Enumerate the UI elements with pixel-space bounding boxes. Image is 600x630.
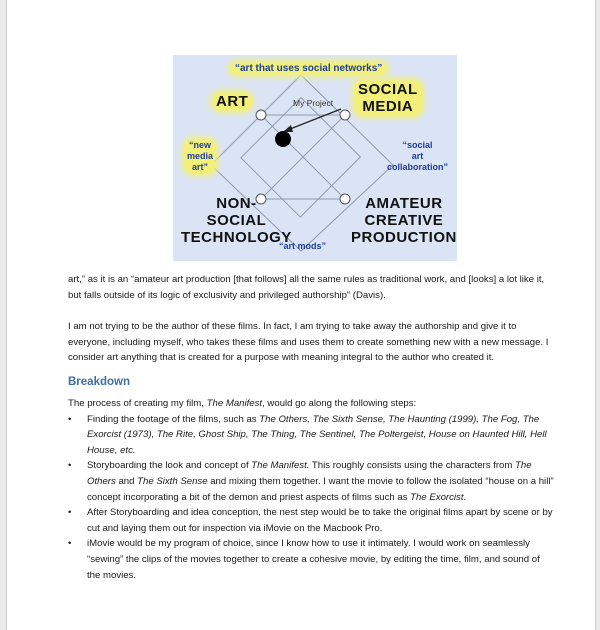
para1-line2: but falls outside of its logic of exclusivity and privileged authorship” (Davis).	[68, 289, 386, 301]
concept-diagram	[173, 55, 457, 261]
bullet: •	[68, 538, 72, 550]
item2-text-b: This roughly consists using the characters from	[309, 460, 516, 472]
label-non-social-line3: TECHNOLOGY	[181, 229, 292, 246]
item2-title-5: The Exorcist	[410, 491, 464, 503]
item4-line1: iMovie would be my program of choice, since I know how to use it intimately. I would work on seamlessly	[87, 538, 530, 550]
intro-film-title: The Manifest	[206, 398, 263, 409]
breakdown-intro	[68, 396, 563, 412]
item1-titles-1: The Others, The Sixth Sense, The Haunting (1999), The Fog, The	[259, 413, 540, 425]
label-social-media-line2: MEDIA	[362, 98, 414, 115]
paragraph-authorship	[68, 319, 563, 366]
node-social-media	[340, 110, 350, 120]
item2-text-d: and mixing them together. I want the movie to follow the isolated “house on a hill”	[207, 475, 554, 487]
label-social-art-collab-line3: collaboration”	[387, 162, 449, 172]
intro-text-a: The process of creating my film,	[68, 398, 207, 409]
label-non-social-line1: NON-	[216, 195, 257, 212]
item2-title-3: Others	[87, 475, 116, 487]
item4-line2: “sewing” the clips of the movies together to create a cohesive movie, by editing the time, film, and sound of	[87, 553, 540, 565]
label-social-art-collab-line1: “social	[402, 140, 433, 150]
label-new-media-art-line3: art”	[192, 162, 209, 172]
item4-line3: the movies.	[87, 569, 137, 581]
item1-text: Finding the footage of the films, such as	[87, 413, 260, 425]
arrow-head	[283, 125, 293, 132]
label-art-mods: “art mods”	[279, 241, 327, 251]
item3-line1: After Storyboarding and idea conception, the nest step would be to take the original films apart by scene or by	[87, 507, 553, 519]
label-new-media-art	[185, 140, 215, 173]
bullet: •	[68, 413, 72, 425]
breakdown-section	[68, 396, 563, 583]
item2-text-f: .	[463, 491, 467, 503]
label-social-media-line1: SOCIAL	[358, 81, 418, 98]
item2-text-e: concept incorporating a bit of the demon and priest aspects of films such as	[87, 491, 411, 503]
label-amateur-line2: CREATIVE	[364, 212, 444, 229]
list-item	[68, 412, 563, 459]
para1-line1: art,” as it is an “amateur art production [that follows] all the same rules as traditional work, and [looks] a lot like it,	[68, 274, 545, 285]
my-project-dot	[275, 131, 291, 147]
label-non-social-technology	[181, 195, 292, 246]
label-amateur-line3: PRODUCTION	[351, 229, 457, 246]
list-item	[68, 536, 563, 583]
label-new-media-art-line1: “new	[189, 140, 212, 150]
section-heading-breakdown: Breakdown	[68, 376, 130, 388]
para2-line3: consider art anything that is created for a purpose with meaning integral to the author who created it.	[68, 352, 495, 364]
node-art	[256, 110, 266, 120]
item2-title-1: The Manifest.	[251, 460, 310, 472]
item1-titles-3: House, etc.	[87, 444, 136, 456]
item3-line2: cut and laying them out for inspection via iMovie on the Macbook Pro.	[87, 522, 383, 534]
bullet: •	[68, 507, 72, 519]
item2-text-c: and	[115, 475, 138, 487]
label-social-art-collab-line2: art	[411, 151, 424, 161]
list-item	[68, 505, 563, 536]
label-amateur-creative-production	[351, 195, 457, 246]
label-art-social-networks: “art that uses social networks”	[231, 63, 386, 74]
label-non-social-line2: SOCIAL	[206, 212, 267, 229]
label-new-media-art-line2: media	[187, 151, 214, 161]
item2-text-a: Storyboarding the look and concept of	[87, 460, 252, 472]
steps-list	[68, 412, 563, 584]
para2-line1: I am not trying to be the author of these films. In fact, I am trying to take away the authorship and give it to	[68, 321, 517, 332]
bullet: •	[68, 460, 72, 472]
paragraph-davis-quote	[68, 272, 563, 303]
intro-text-b: , would go along the following steps:	[262, 398, 417, 409]
item2-title-2: The	[515, 460, 532, 472]
label-social-media	[355, 81, 421, 115]
item2-title-4: The Sixth Sense	[137, 475, 208, 487]
para2-line2: everyone, including myself, who takes these films and uses them to create something new with a new message. I	[68, 336, 549, 348]
label-amateur-line1: AMATEUR	[365, 195, 443, 212]
list-item	[68, 458, 563, 505]
node-amateur	[340, 194, 350, 204]
label-my-project: My Project	[293, 98, 334, 108]
item1-titles-2: Exorcist (1973), The Rite, Ghost Ship, The Thing, The Sentinel, The Poltergeist, House on Haunted Hill, Hell	[87, 429, 547, 441]
label-social-art-collaboration	[387, 140, 448, 173]
label-art: ART	[213, 93, 251, 110]
document-page	[6, 0, 596, 630]
